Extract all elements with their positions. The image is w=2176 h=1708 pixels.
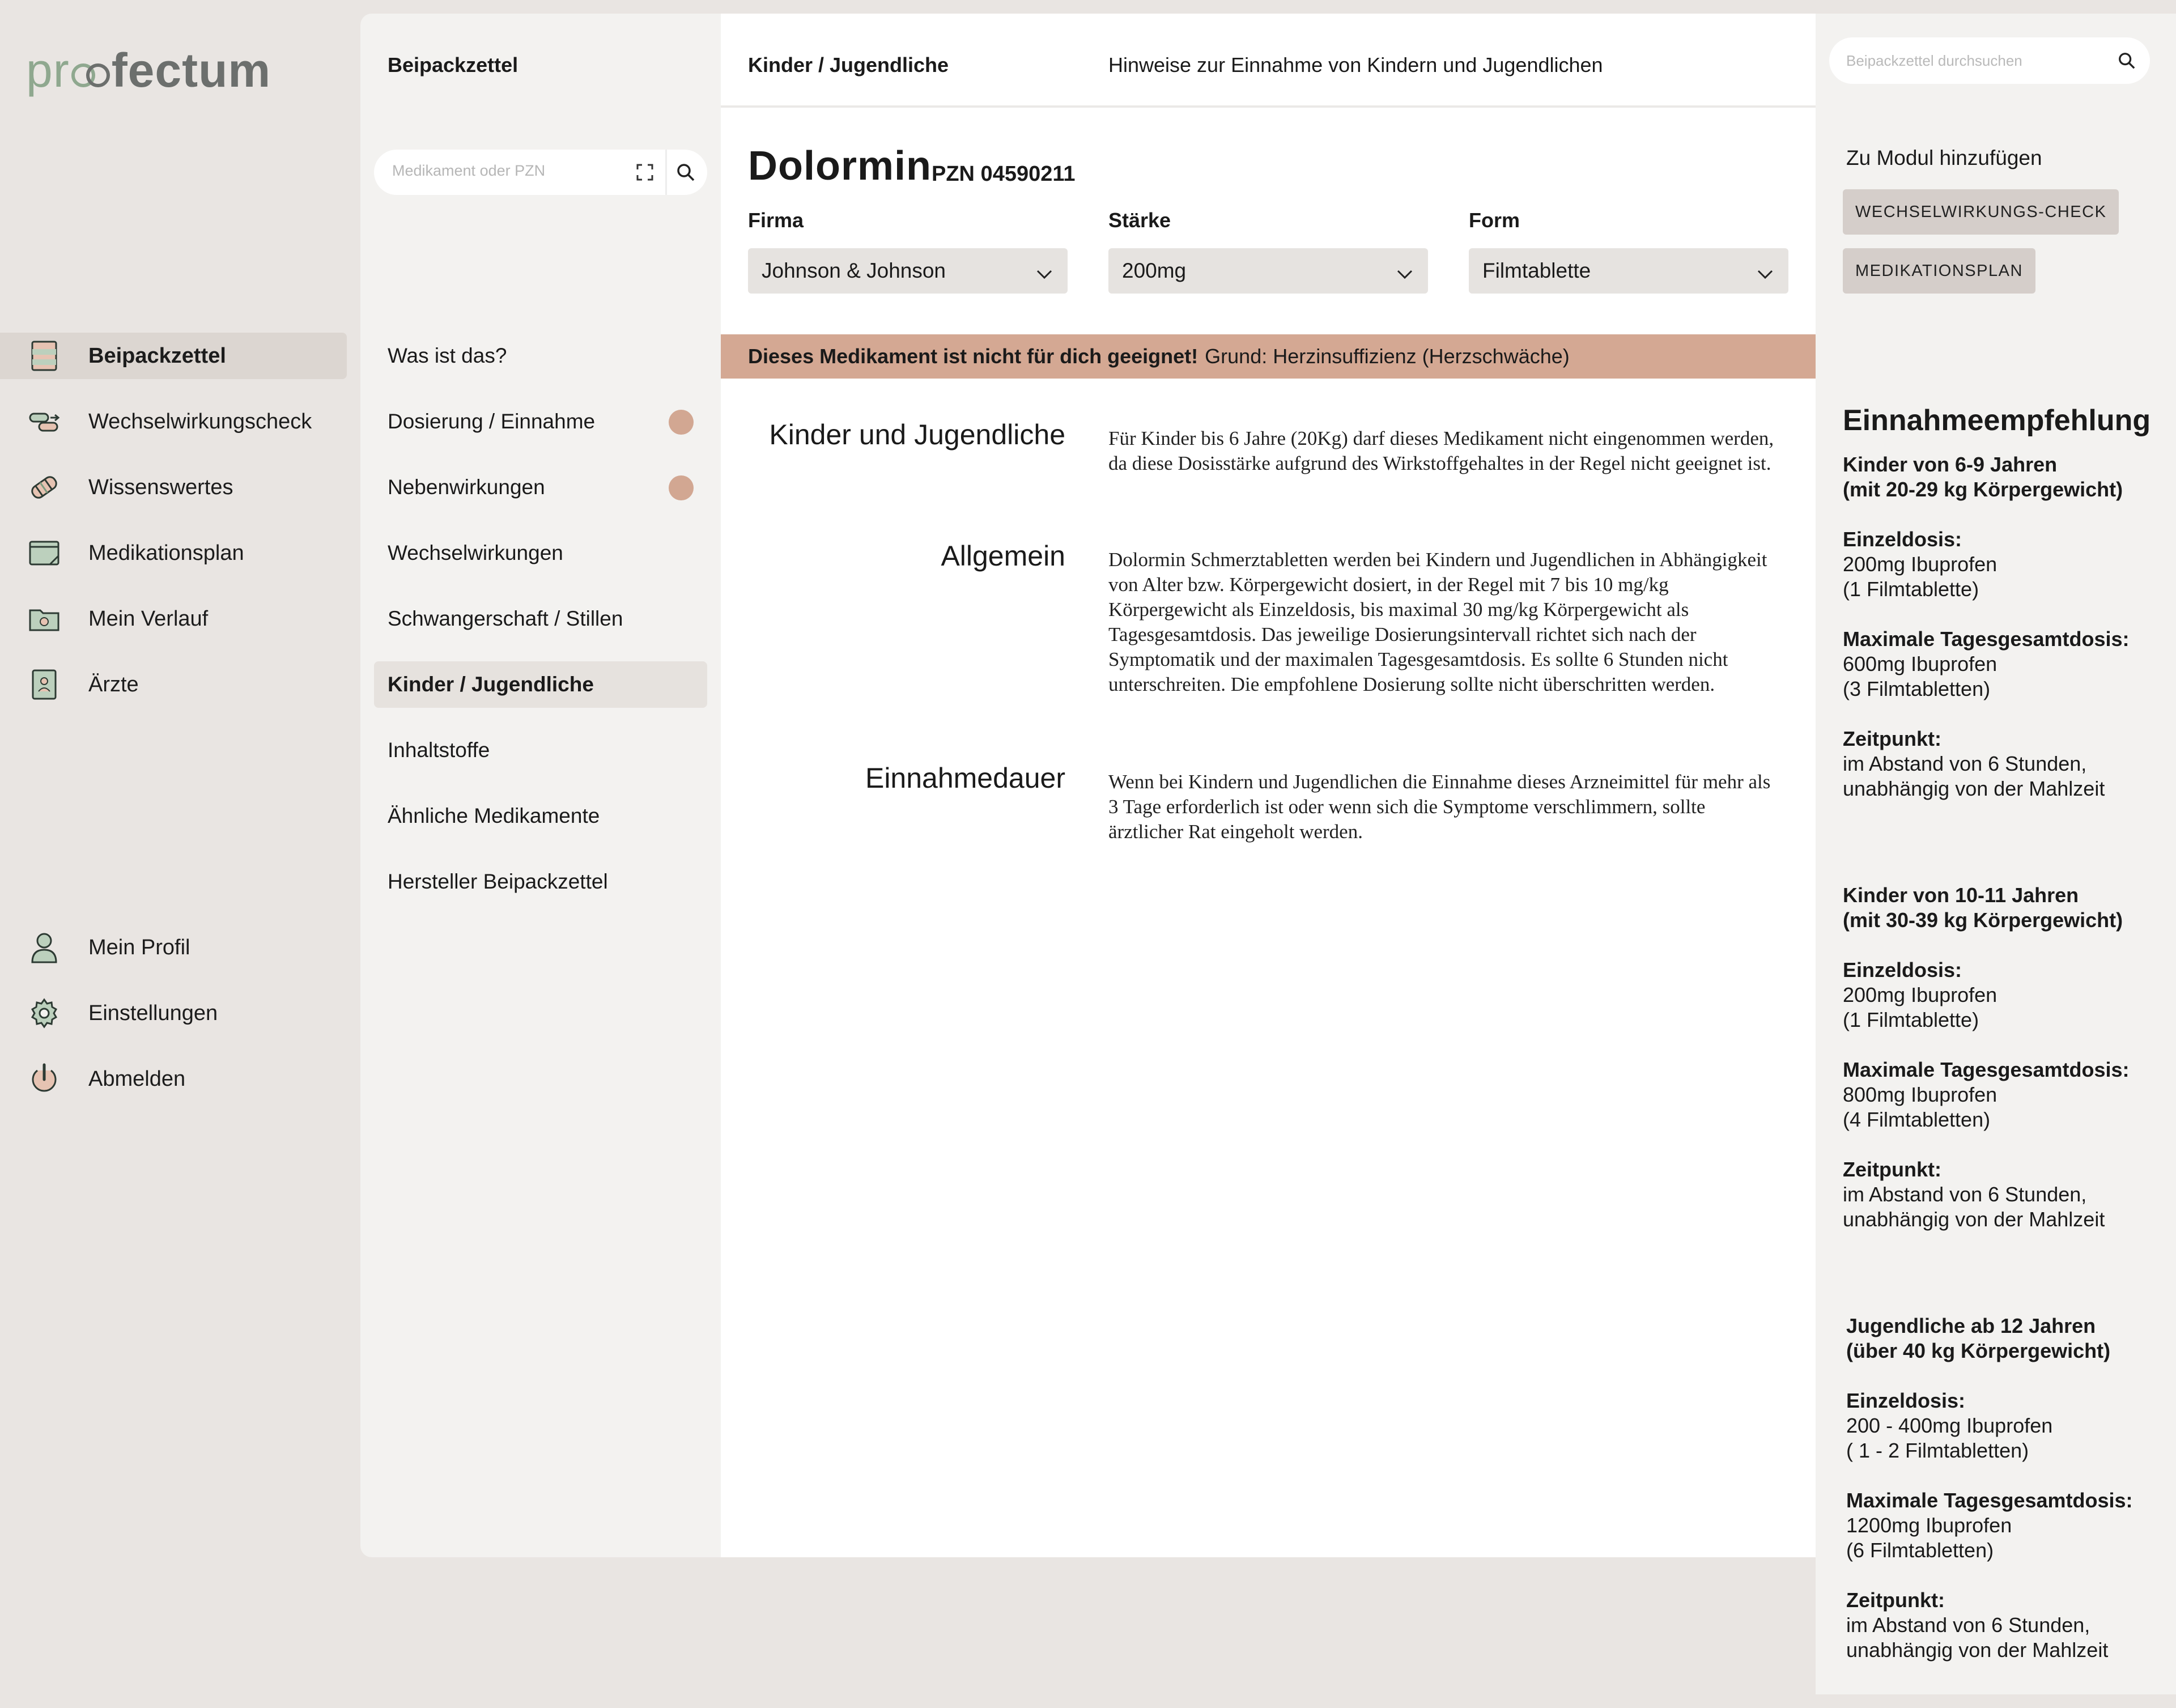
search-icon[interactable] xyxy=(675,162,696,185)
max-dose-value: 600mg Ibuprofen xyxy=(1843,652,1998,675)
timing-label: Zeitpunkt: xyxy=(1843,727,1941,750)
nav-label: Wechselwirkungscheck xyxy=(88,409,312,434)
leaflet-search[interactable] xyxy=(1829,37,2150,84)
app-logo[interactable] xyxy=(26,44,271,97)
nav-label: Medikationsplan xyxy=(88,541,244,565)
gear-icon xyxy=(27,996,61,1030)
timing-value: im Abstand von 6 Stunden, xyxy=(1846,1613,2090,1637)
history-folder-icon xyxy=(27,602,61,636)
timing-value: im Abstand von 6 Stunden, xyxy=(1843,1183,2087,1206)
subnav-label: Nebenwirkungen xyxy=(388,475,545,499)
logo-text-part3: fectum xyxy=(111,44,271,97)
logo-text-part1: pr xyxy=(26,44,70,97)
reco-group xyxy=(1843,452,2130,801)
section-heading: Einnahmedauer xyxy=(865,762,1065,794)
subnav-item-inhaltstoffe[interactable] xyxy=(374,727,707,774)
subnav-label: Dosierung / Einnahme xyxy=(388,410,596,433)
nav-label: Ärzte xyxy=(88,672,139,696)
max-dose-note: (4 Filmtabletten) xyxy=(1843,1108,1991,1131)
subnav-item-wechselwirkungen[interactable] xyxy=(374,530,707,576)
medication-search[interactable] xyxy=(374,150,707,195)
user-icon xyxy=(27,931,61,965)
subnav-item-dosierung[interactable] xyxy=(374,398,707,445)
form-value: Filmtablette xyxy=(1482,259,1591,282)
subnav-item-aehnliche-medikamente[interactable] xyxy=(374,793,707,839)
max-dose-label: Maximale Tagesgesamtdosis: xyxy=(1843,627,2130,651)
subnav-label: Hersteller Beipackzettel xyxy=(388,870,608,893)
page-subtitle: Hinweise zur Einnahme von Kindern und Jugendlichen xyxy=(1108,53,1603,77)
logo-mark-icon xyxy=(70,60,112,89)
nav-label: Einstellungen xyxy=(88,1001,218,1025)
add-to-module-label: Zu Modul hinzufügen xyxy=(1846,146,2042,169)
timing-label: Zeitpunkt: xyxy=(1846,1588,1945,1612)
max-dose-value: 1200mg Ibuprofen xyxy=(1846,1514,2012,1537)
timing-note: unabhängig von der Mahlzeit xyxy=(1843,1208,2105,1231)
nav-label: Abmelden xyxy=(88,1067,186,1091)
nav-item-wissenswertes[interactable] xyxy=(0,464,347,511)
firma-value: Johnson & Johnson xyxy=(762,259,946,282)
staerke-value: 200mg xyxy=(1122,259,1187,282)
group-heading: Kinder von 10-11 Jahren xyxy=(1843,883,2079,907)
einzeldosis-value: 200 - 400mg Ibuprofen xyxy=(1846,1414,2053,1437)
einzeldosis-value: 200mg Ibuprofen xyxy=(1843,553,1998,576)
chevron-down-icon xyxy=(1396,263,1413,287)
max-dose-note: (3 Filmtabletten) xyxy=(1843,677,1991,700)
section-text: Für Kinder bis 6 Jahre (20Kg) darf dieses Medikament nicht eingenommen werden, da diese Dosisstärke aufgrund des Wirkstoffgehaltes in der Regel nicht geeignet ist. xyxy=(1108,427,1774,474)
einzeldosis-value: 200mg Ibuprofen xyxy=(1843,983,1998,1006)
nav-item-abmelden[interactable] xyxy=(0,1056,347,1102)
nav-label: Mein Profil xyxy=(88,935,190,959)
subnav-label: Schwangerschaft / Stillen xyxy=(388,607,623,630)
interaction-pills-icon xyxy=(27,405,61,439)
section-heading: Kinder und Jugendliche xyxy=(769,419,1065,451)
nav-item-aerzte[interactable] xyxy=(0,661,347,708)
staerke-label: Stärke xyxy=(1108,209,1171,232)
add-interaction-check-button[interactable]: WECHSELWIRKUNGS-CHECK xyxy=(1843,189,2119,235)
einzeldosis-note: (1 Filmtablette) xyxy=(1843,577,1979,601)
warning-banner xyxy=(721,334,1816,379)
nav-item-mein-verlauf[interactable] xyxy=(0,596,347,642)
nav-label: Mein Verlauf xyxy=(88,606,209,631)
form-select[interactable] xyxy=(1469,248,1788,294)
einzeldosis-label: Einzeldosis: xyxy=(1843,958,1962,982)
nav-item-wechselwirkungscheck[interactable] xyxy=(0,398,347,445)
timing-value: im Abstand von 6 Stunden, xyxy=(1843,752,2087,775)
max-dose-label: Maximale Tagesgesamtdosis: xyxy=(1843,1058,2130,1081)
warning-reason: Grund: Herzinsuffizienz (Herzschwäche) xyxy=(1205,345,1570,368)
timing-note: unabhängig von der Mahlzeit xyxy=(1846,1638,2109,1662)
notice-dot xyxy=(669,475,694,500)
group-heading: Jugendliche ab 12 Jahren xyxy=(1846,1314,2096,1337)
page-title: Kinder / Jugendliche xyxy=(748,53,949,77)
notice-dot xyxy=(669,410,694,435)
timing-note: unabhängig von der Mahlzeit xyxy=(1843,777,2105,800)
group-subheading: (mit 20-29 kg Körpergewicht) xyxy=(1843,478,2123,501)
einzeldosis-label: Einzeldosis: xyxy=(1843,528,1962,551)
doctor-book-icon xyxy=(27,668,61,702)
chevron-down-icon xyxy=(1036,263,1053,287)
section-text: Dolormin Schmerztabletten werden bei Kindern und Jugendlichen in Abhängigkeit von Alter bzw. Körpergewicht dosiert, in der Regel mit 7 bis 10 mg/kg Körpergewicht als Einzeldosis, bis maximal 30 mg/kg Körpergewicht als Tagesgesamtdosis. Das jeweilige Dosierungsintervall richtet sich nach der Symptomatik und der maximalen Tagesgesamtdosis. Es sollte 6 Stunden nicht unterschreiten. Die empfohlene Dosierung sollte nicht überschritten werden. xyxy=(1108,549,1767,695)
subnav-label: Inhaltstoffe xyxy=(388,738,490,762)
max-dose-note: (6 Filmtabletten) xyxy=(1846,1539,1994,1562)
firma-label: Firma xyxy=(748,209,804,232)
nav-label: Wissenswertes xyxy=(88,475,233,499)
einzeldosis-label: Einzeldosis: xyxy=(1846,1389,1966,1412)
subnav-item-nebenwirkungen[interactable] xyxy=(374,464,707,511)
section-heading: Allgemein xyxy=(941,540,1065,572)
subnav-label: Kinder / Jugendliche xyxy=(388,673,594,696)
subnav-item-hersteller-beipackzettel[interactable] xyxy=(374,859,707,905)
nav-item-beipackzettel[interactable] xyxy=(0,333,347,379)
search-icon[interactable] xyxy=(2117,51,2136,73)
scroll-icon xyxy=(27,470,61,504)
einzeldosis-note: (1 Filmtablette) xyxy=(1843,1008,1979,1031)
recommendation-title: Einnahmeempfehlung xyxy=(1843,404,2151,437)
nav-item-medikationsplan[interactable] xyxy=(0,530,347,576)
subnav-label: Was ist das? xyxy=(388,344,507,367)
power-icon xyxy=(27,1062,61,1096)
reco-group xyxy=(1843,883,2130,1232)
subnav-label: Wechselwirkungen xyxy=(388,541,563,564)
subnav-label: Ähnliche Medikamente xyxy=(388,804,600,827)
leaflet-search-input[interactable]: Beipackzettel durchsuchen xyxy=(1846,52,2022,69)
header-divider xyxy=(721,105,1816,108)
scan-icon[interactable] xyxy=(636,163,654,184)
timing-label: Zeitpunkt: xyxy=(1843,1158,1941,1181)
einzeldosis-note: ( 1 - 2 Filmtabletten) xyxy=(1846,1439,2029,1462)
plan-card-icon xyxy=(27,536,61,570)
max-dose-value: 800mg Ibuprofen xyxy=(1843,1083,1998,1106)
search-separator xyxy=(665,150,667,195)
nav-label: Beipackzettel xyxy=(88,343,226,368)
group-subheading: (mit 30-39 kg Körpergewicht) xyxy=(1843,908,2123,932)
reco-group xyxy=(1846,1314,2133,1663)
chevron-down-icon xyxy=(1757,263,1774,287)
group-heading: Kinder von 6-9 Jahren xyxy=(1843,453,2058,476)
firma-select[interactable] xyxy=(748,248,1068,294)
add-medication-plan-button[interactable]: MEDIKATIONSPLAN xyxy=(1843,248,2035,294)
staerke-select[interactable] xyxy=(1108,248,1428,294)
section-title: Beipackzettel xyxy=(388,53,518,77)
section-text: Wenn bei Kindern und Jugendlichen die Einnahme dieses Arzneimittel für mehr als 3 Tage erforderlich ist oder wenn sich die Symptome verschlimmern, sollte ärztlicher Rat eingeholt werden. xyxy=(1108,771,1771,843)
nav-item-einstellungen[interactable] xyxy=(0,990,347,1036)
medication-search-input[interactable]: Medikament oder PZN xyxy=(392,162,546,179)
subnav-item-was-ist-das[interactable] xyxy=(374,333,707,379)
max-dose-label: Maximale Tagesgesamtdosis: xyxy=(1846,1489,2133,1512)
leaflet-icon xyxy=(27,339,61,373)
group-subheading: (über 40 kg Körpergewicht) xyxy=(1846,1339,2111,1362)
subnav-item-schwangerschaft[interactable] xyxy=(374,596,707,642)
form-label: Form xyxy=(1469,209,1520,232)
drug-name: Dolormin xyxy=(748,143,932,189)
warning-title: Dieses Medikament ist nicht für dich geeignet! xyxy=(748,345,1198,368)
drug-pzn: PZN 04590211 xyxy=(932,162,1076,186)
subnav-item-kinder-jugendliche[interactable] xyxy=(374,661,707,708)
nav-item-mein-profil[interactable] xyxy=(0,924,347,971)
